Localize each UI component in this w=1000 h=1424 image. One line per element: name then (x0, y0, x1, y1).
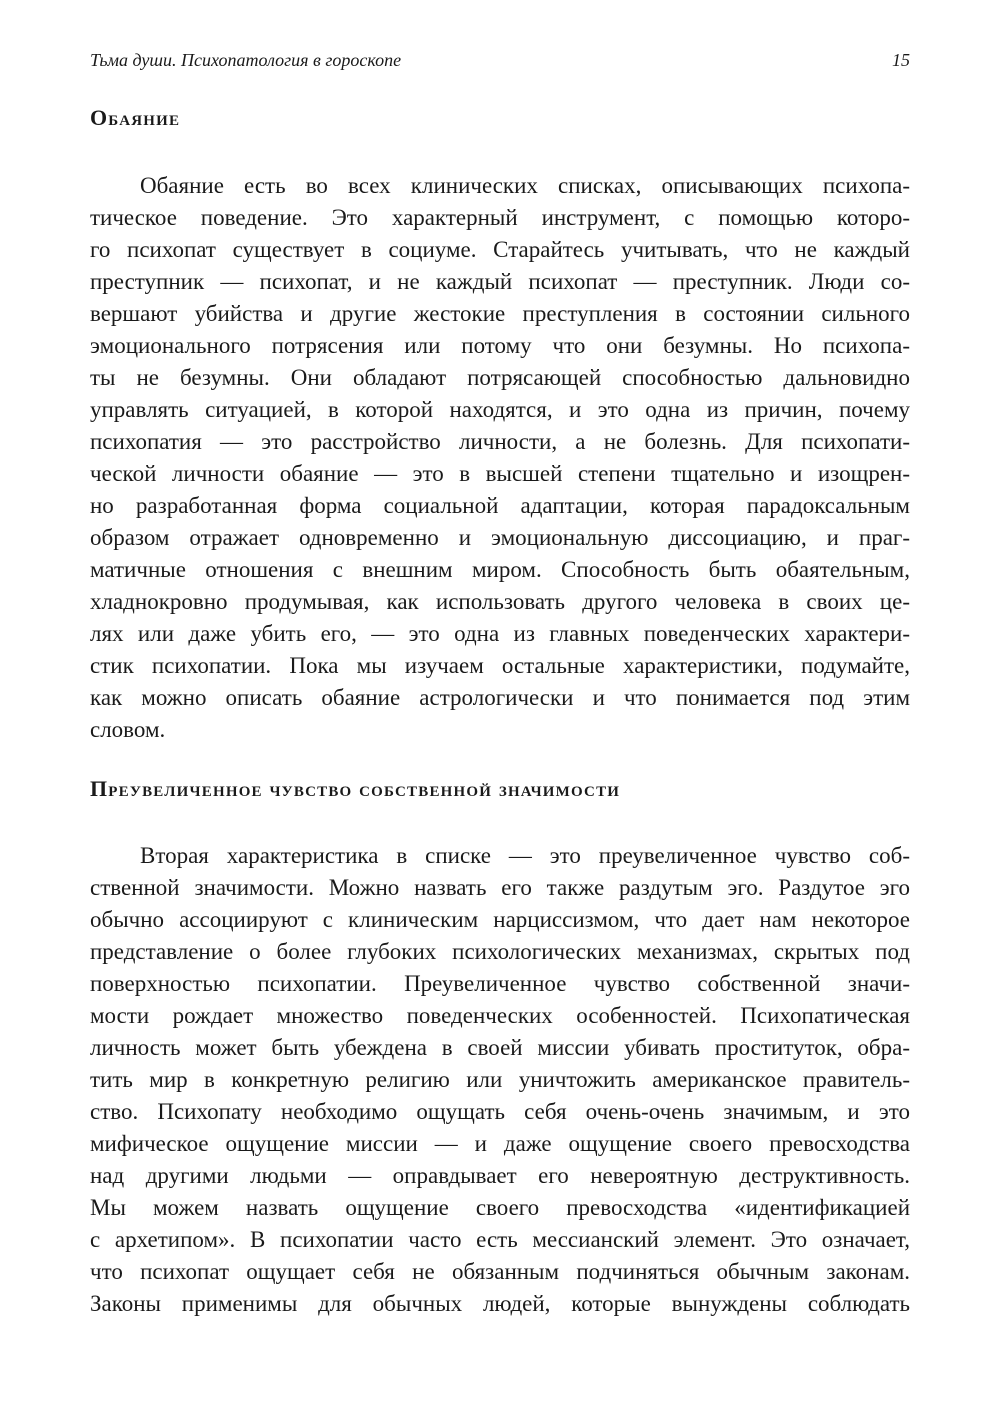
text-line: мифическое ощущение миссии — и даже ощущение своего превосходства (90, 1131, 910, 1156)
text-line: мости рождает множество поведенческих особенностей. Психопатическая (90, 1003, 910, 1028)
text-line: ты не безумны. Они обладают потрясающей способностью дальновидно (90, 365, 910, 390)
text-line: эмоционального потрясения или потому что они безумны. Но психопа- (90, 333, 910, 358)
text-line: Мы можем назвать ощущение своего превосходства «идентификацией (90, 1195, 910, 1220)
text-line: над другими людьми — оправдывает его невероятную деструктивность. (90, 1163, 910, 1188)
text-line: представление о более глубоких психологических механизмах, скрытых под (90, 939, 910, 964)
text-line: как можно описать обаяние астрологически и что понимается под этим (90, 685, 910, 710)
text-line: Вторая характеристика в списке — это преувеличенное чувство соб- (140, 843, 910, 868)
text-line: поверхностью психопатии. Преувеличенное чувство собственной значи- (90, 971, 910, 996)
text-line: тить мир в конкретную религию или уничтожить американское правитель- (90, 1067, 910, 1092)
text-line: го психопат существует в социуме. Старайтесь учитывать, что не каждый (90, 237, 910, 262)
text-line: вершают убийства и другие жестокие преступления в состоянии сильного (90, 301, 910, 326)
text-line: лях или даже убить его, — это одна из главных поведенческих характери- (90, 621, 910, 646)
text-line: матичные отношения с внешним миром. Способность быть обаятельным, (90, 557, 910, 582)
text-line: ство. Психопату необходимо ощущать себя очень-очень значимым, и это (90, 1099, 910, 1124)
text-line: тическое поведение. Это характерный инструмент, с помощью которо- (90, 205, 910, 230)
text-line: с архетипом». В психопатии часто есть мессианский элемент. Это означает, (90, 1227, 910, 1252)
section-heading-charm: Обаяние (90, 105, 181, 130)
running-title: Тьма души. Психопатология в гороскопе (90, 50, 402, 70)
paragraph-grandiosity (90, 840, 910, 1320)
section-heading-grandiosity: Преувеличенное чувство собственной значимости (90, 776, 621, 801)
text-line: Обаяние есть во всех клинических списках, описывающих психопа- (140, 173, 910, 198)
text-line: но разработанная форма социальной адаптации, которая парадоксальным (90, 493, 910, 518)
text-line: словом. (90, 717, 166, 742)
text-line: психопатия — это расстройство личности, а не болезнь. Для психопати- (90, 429, 910, 454)
text-line: что психопат ощущает себя не обязанным подчиняться обычным законам. (90, 1259, 910, 1284)
paragraph-charm (90, 170, 910, 746)
text-line: ческой личности обаяние — это в высшей степени тщательно и изощрен- (90, 461, 910, 486)
text-line: стик психопатии. Пока мы изучаем остальные характеристики, подумайте, (90, 653, 910, 678)
text-line: обычно ассоциируют с клиническим нарциссизмом, что дает нам некоторое (90, 907, 910, 932)
text-line: ственной значимости. Можно назвать его также раздутым эго. Раздутое эго (90, 875, 910, 900)
text-line: личность может быть убеждена в своей миссии убивать проституток, обра- (90, 1035, 910, 1060)
text-line: преступник — психопат, и не каждый психопат — преступник. Люди со- (90, 269, 910, 294)
running-header (90, 50, 910, 71)
text-line: управлять ситуацией, в которой находятся, и это одна из причин, почему (90, 397, 910, 422)
text-line: образом отражает одновременно и эмоциональную диссоциацию, и праг- (90, 525, 910, 550)
page-number: 15 (892, 50, 910, 70)
text-line: Законы применимы для обычных людей, которые вынуждены соблюдать (90, 1291, 910, 1316)
text-line: хладнокровно продумывая, как использовать другого человека в своих це- (90, 589, 910, 614)
